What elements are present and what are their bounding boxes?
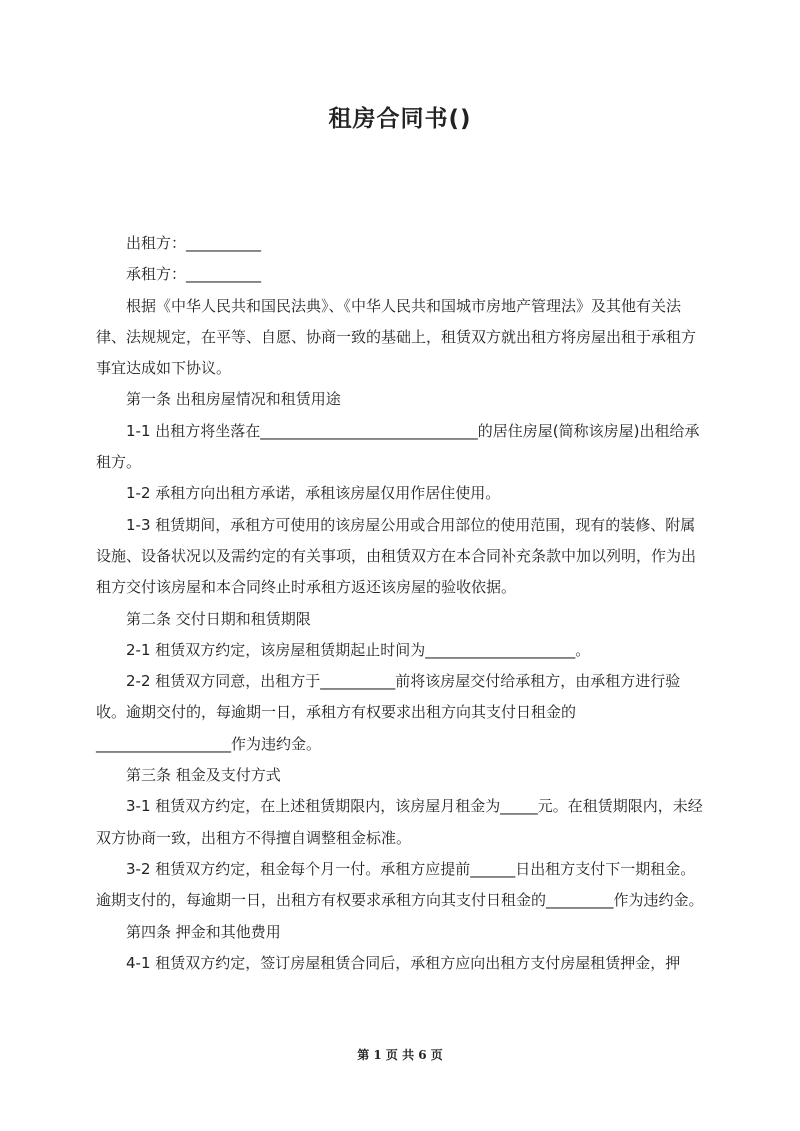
paragraph-lessee: 承租方：__________ — [126, 265, 262, 284]
paragraph-preamble: 根据《中华人民共和国民法典》、《中华人民共和国城市房地产管理法》及其他有关法律、法规规定，在平等、自愿、协商一致的基础上，租赁双方就出租方将房屋出租于承租方事宜达成如下协议。 — [96, 296, 697, 378]
section-heading-1: 第一条 出租房屋情况和租赁用途 — [126, 390, 341, 409]
section-heading-3: 第三条 租金及支付方式 — [126, 766, 281, 785]
clause-2-1: 2-1 租赁双方约定，该房屋租赁期起止时间为____________________。 — [126, 640, 591, 659]
clause-3-2: 3-2 租赁双方约定，租金每个月一付。承租方应提前______日出租方支付下一期租金。逾期支付的，每逾期一日，出租方有权要求承租方向其支付日租金的_________作为违约金。 — [96, 859, 704, 910]
document-body — [96, 228, 706, 979]
clause-1-1: 1-1 出租方将坐落在_____________________________的居住房屋(简称该房屋)出租给承租方。 — [96, 421, 700, 472]
section-heading-2: 第二条 交付日期和租赁期限 — [126, 609, 311, 628]
paragraph-lessor: 出租方：__________ — [126, 234, 262, 252]
clause-1-3: 1-3 租赁期间，承租方可使用的该房屋公用或合用部位的使用范围，现有的装修、附属设施、设备状况以及需约定的有关事项，由租赁双方在本合同补充条款中加以列明，作为出租方交付该房屋和本合同终止时承租方返还该房屋的验收依据。 — [96, 515, 697, 597]
section-heading-4: 第四条 押金和其他费用 — [126, 922, 281, 941]
clause-1-2: 1-2 承租方向出租方承诺，承租该房屋仅用作居住使用。 — [126, 484, 501, 503]
clause-3-1: 3-1 租赁双方约定，在上述租赁期限内，该房屋月租金为_____元。在租赁期限内，未经双方协商一致，出租方不得擅自调整租金标准。 — [96, 797, 703, 847]
clause-4-1: 4-1 租赁双方约定，签订房屋租赁合同后，承租方应向出租方支付房屋租赁押金，押 — [126, 953, 681, 972]
page-footer: 第 1 页 共 6 页 — [357, 1048, 443, 1062]
document-title: 租房合同书() — [328, 106, 472, 132]
clause-2-2: 2-2 租赁双方同意，出租方于__________前将该房屋交付给承租方，由承租方进行验收。逾期交付的，每逾期一日，承租方有权要求出租方向其支付日租金的__________________作为违约金。 — [96, 672, 681, 753]
